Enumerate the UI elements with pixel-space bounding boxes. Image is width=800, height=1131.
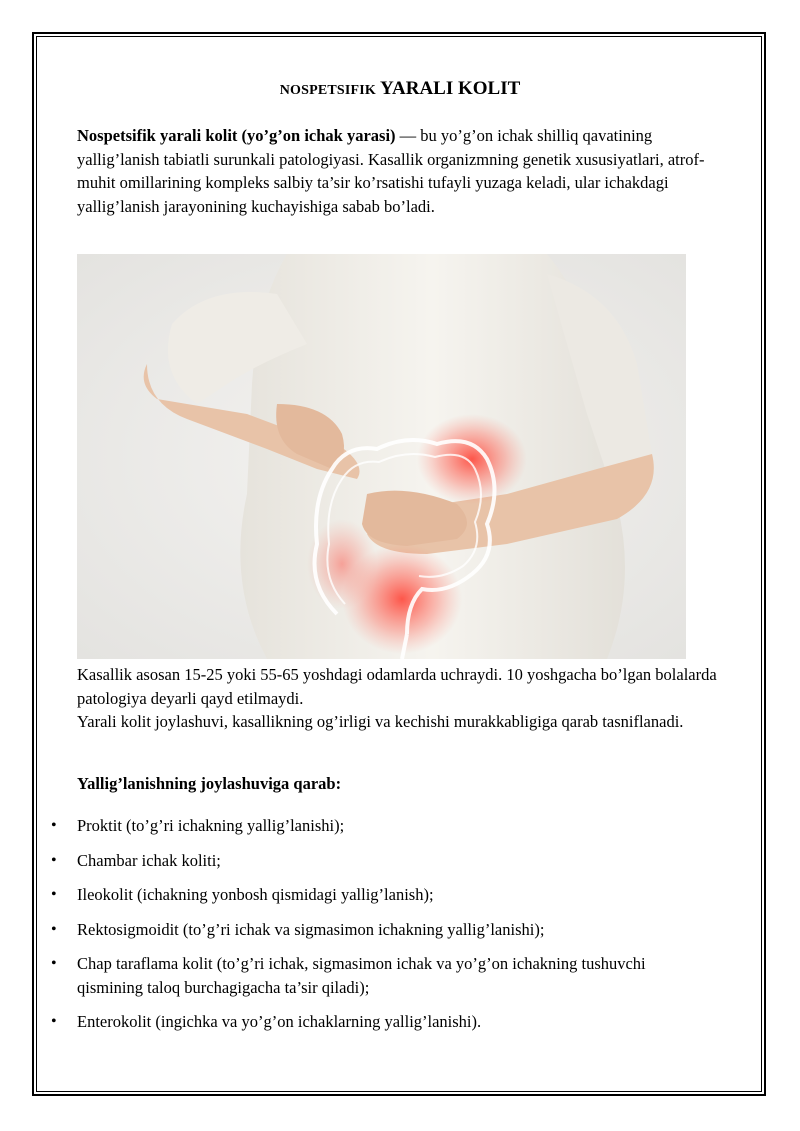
title-big: YARALI KOLIT [380,78,521,99]
list-item-text: Ileokolit (ichakning yonbosh qismidagi yallig’lanish); [77,885,434,904]
list-item [0,814,677,838]
bullet-icon: • [51,955,57,972]
title-small: NOSPETSIFIK [279,83,377,98]
age-text: Kasallik asosan 15-25 yoki 55-65 yoshdagi odamlarda uchraydi. 10 yoshgacha bo’lgan bolalarda patologiya deyarli qayd etilmaydi. [77,665,717,708]
body-paragraph-age [77,663,717,734]
list-item-text: Enterokolit (ingichka va yo’g’on ichaklarning yallig’lanishi). [77,1012,482,1031]
inflammation-location-list [0,814,760,1045]
list-item-text: Proktit (to’g’ri ichakning yallig’lanishi); [77,816,345,835]
bullet-icon: • [51,1013,57,1030]
list-item [0,952,677,999]
list-item-text: Chambar ichak koliti; [77,850,221,870]
page-title [0,78,800,100]
intro-bold-term: Nospetsifik yarali kolit (yo’g’on ichak yarasi) [77,126,396,145]
list-item [0,849,677,873]
list-item [0,883,677,907]
colon-illustration-photo [77,254,686,659]
intro-text: — bu yo’g’on ichak shilliq qavatining yallig’lanish tabiatli surunkali patologiyasi. Kasallik organizmning genetik xususiyatlari, atrof-muhit omillarining kompleks salbiy ta’sir ko’rsatishi tufayli yuzaga keladi, ular ichakdagi yallig’lanish jarayonining kuchayishiga sabab bo’ladi. [77,126,705,216]
bullet-icon: • [51,817,57,834]
classification-text: Yarali kolit joylashuvi, kasallikning og’irligi va kechishi murakkabligiga qarab tasniflanadi. [77,712,684,731]
list-item [0,1010,677,1034]
bullet-icon: • [51,886,57,903]
bullet-icon: • [51,851,57,869]
list-item-text: Chap taraflama kolit (to’g’ri ichak, sigmasimon ichak va yo’g’on ichakning tushuvchi qismining taloq burchagigacha ta’sir qiladi); [77,954,646,997]
bullet-icon: • [51,920,57,938]
section-subheading: Yallig’lanishning joylashuviga qarab: [77,774,342,793]
list-item [0,918,677,942]
list-item-text: Rektosigmoidit (to’g’ri ichak va sigmasimon ichakning yallig’lanishi); [77,919,545,939]
intro-paragraph [77,124,717,218]
